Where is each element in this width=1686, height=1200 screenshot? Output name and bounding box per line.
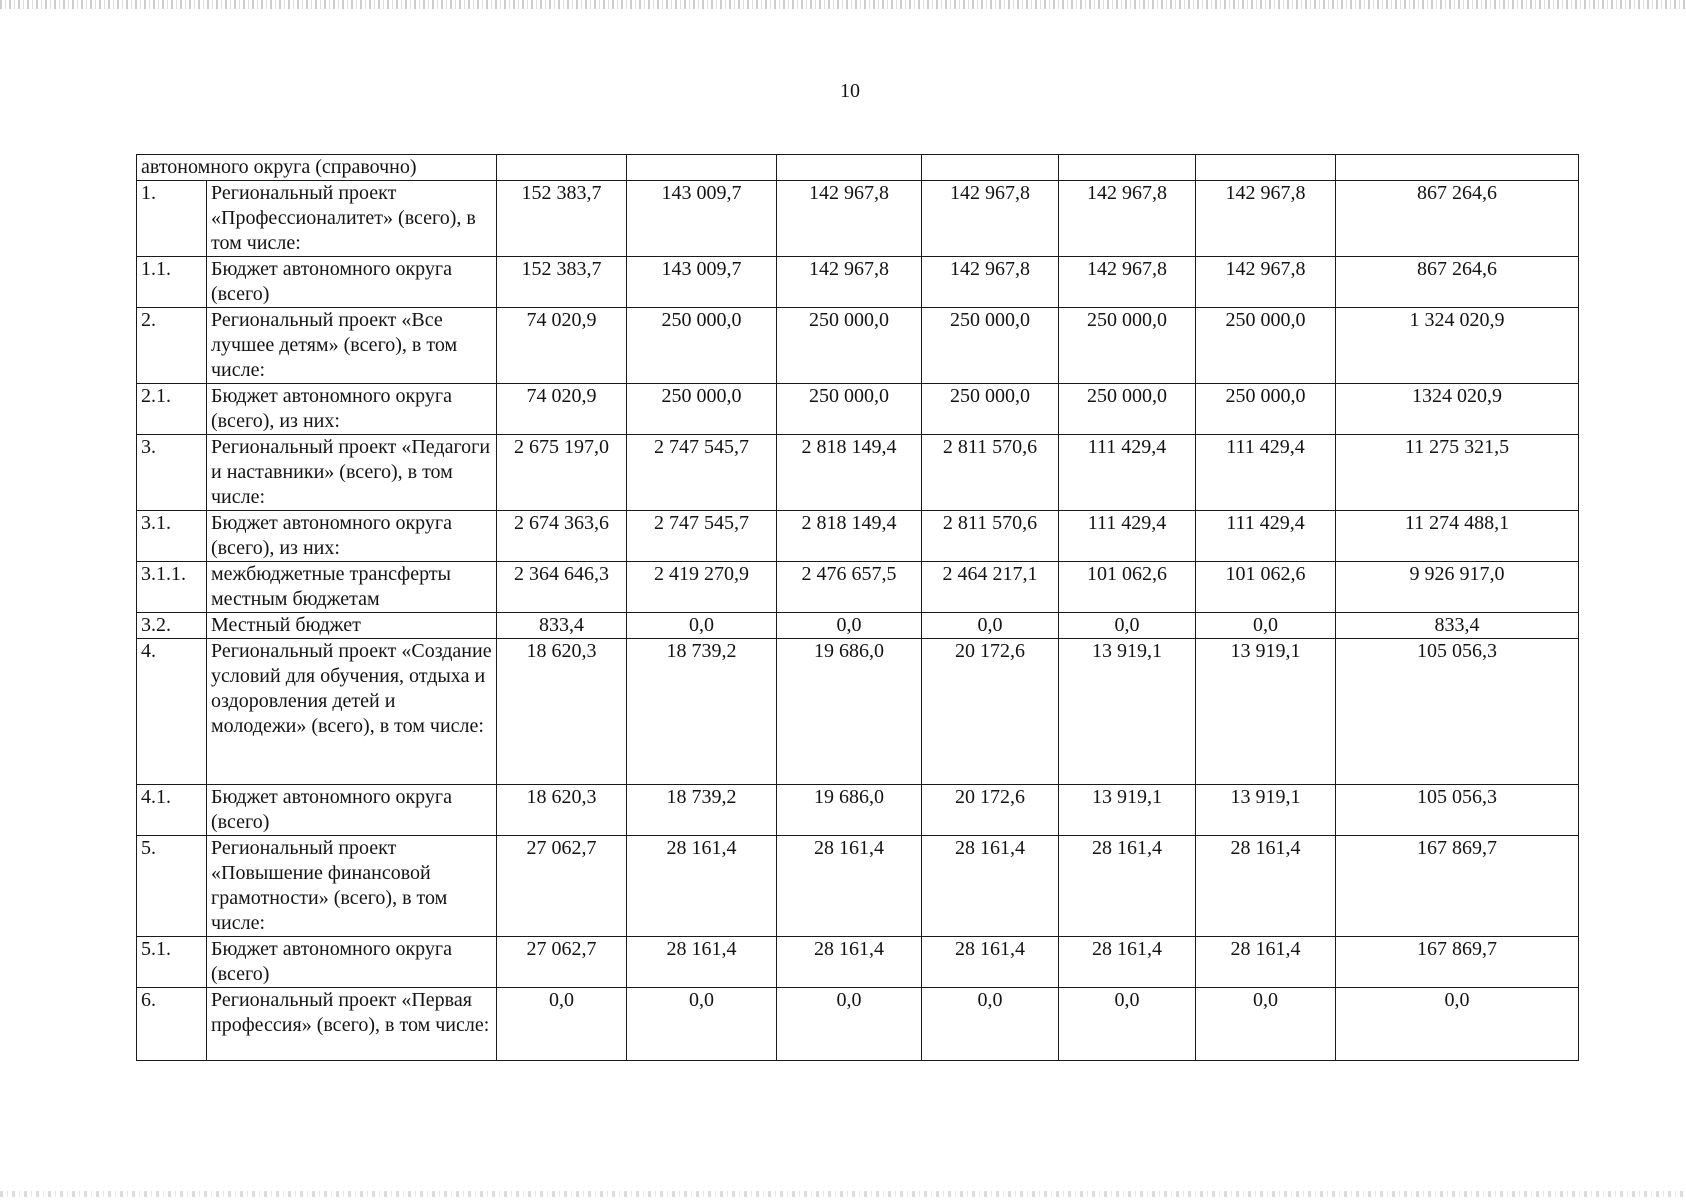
table-row-continuation [137,155,1579,181]
value-cell: 142 967,8 [777,181,922,257]
value-cell: 250 000,0 [627,308,777,384]
table-row [137,988,1579,1061]
value-cell: 111 429,4 [1196,511,1336,562]
continuation-label: автономного округа (справочно) [137,155,497,181]
value-cell: 0,0 [922,613,1059,639]
value-cell [1059,155,1196,181]
row-label: межбюджетные трансферты местным бюджетам [207,562,497,613]
row-label: Региональный проект «Создание условий для обучения, отдыха и оздоровления детей и молодежи» (всего), в том числе: [207,639,497,785]
value-cell: 74 020,9 [497,308,627,384]
value-cell: 2 818 149,4 [777,435,922,511]
table-row [137,384,1579,435]
row-label: Региональный проект «Первая профессия» (всего), в том числе: [207,988,497,1061]
value-cell: 143 009,7 [627,257,777,308]
value-cell: 28 161,4 [922,937,1059,988]
row-number: 4. [137,639,207,785]
value-cell: 18 739,2 [627,785,777,836]
value-cell: 27 062,7 [497,836,627,937]
value-cell: 13 919,1 [1196,639,1336,785]
value-cell: 19 686,0 [777,639,922,785]
value-cell: 2 364 646,3 [497,562,627,613]
budget-table-body [137,155,1579,1061]
value-cell: 142 967,8 [1196,257,1336,308]
table-row [137,613,1579,639]
total-value-cell: 167 869,7 [1336,836,1579,937]
value-cell: 19 686,0 [777,785,922,836]
row-number: 4.1. [137,785,207,836]
budget-table [136,154,1579,1061]
table-row [137,435,1579,511]
total-value-cell: 0,0 [1336,988,1579,1061]
value-cell: 250 000,0 [627,384,777,435]
value-cell: 2 811 570,6 [922,435,1059,511]
row-number: 1.1. [137,257,207,308]
row-label: Региональный проект «Педагоги и наставники» (всего), в том числе: [207,435,497,511]
value-cell: 2 818 149,4 [777,511,922,562]
value-cell: 142 967,8 [1059,181,1196,257]
table-row [137,257,1579,308]
value-cell: 0,0 [777,988,922,1061]
value-cell: 0,0 [777,613,922,639]
row-number: 3. [137,435,207,511]
value-cell [777,155,922,181]
table-row [137,562,1579,613]
total-value-cell: 11 275 321,5 [1336,435,1579,511]
row-label: Региональный проект «Все лучшее детям» (всего), в том числе: [207,308,497,384]
value-cell: 2 675 197,0 [497,435,627,511]
value-cell: 2 747 545,7 [627,511,777,562]
value-cell: 28 161,4 [627,937,777,988]
value-cell: 833,4 [497,613,627,639]
table-row [137,511,1579,562]
table-row [137,836,1579,937]
value-cell: 28 161,4 [777,836,922,937]
row-label: Бюджет автономного округа (всего) [207,785,497,836]
value-cell: 0,0 [627,613,777,639]
total-value-cell: 1 324 020,9 [1336,308,1579,384]
value-cell [922,155,1059,181]
value-cell: 20 172,6 [922,639,1059,785]
value-cell: 142 967,8 [1196,181,1336,257]
value-cell: 250 000,0 [922,308,1059,384]
value-cell: 142 967,8 [1059,257,1196,308]
total-value-cell: 105 056,3 [1336,639,1579,785]
row-label: Бюджет автономного округа (всего) [207,257,497,308]
value-cell: 250 000,0 [922,384,1059,435]
value-cell: 2 811 570,6 [922,511,1059,562]
row-number: 5. [137,836,207,937]
value-cell: 250 000,0 [777,308,922,384]
total-value-cell: 167 869,7 [1336,937,1579,988]
value-cell: 152 383,7 [497,181,627,257]
row-label: Бюджет автономного округа (всего), из них: [207,511,497,562]
row-number: 3.1.1. [137,562,207,613]
value-cell: 0,0 [1196,988,1336,1061]
value-cell: 0,0 [1196,613,1336,639]
value-cell: 101 062,6 [1196,562,1336,613]
row-label: Региональный проект «Профессионалитет» (всего), в том числе: [207,181,497,257]
value-cell: 2 419 270,9 [627,562,777,613]
value-cell: 2 476 657,5 [777,562,922,613]
total-value-cell: 105 056,3 [1336,785,1579,836]
value-cell: 13 919,1 [1196,785,1336,836]
table-row [137,639,1579,785]
value-cell: 2 464 217,1 [922,562,1059,613]
value-cell: 20 172,6 [922,785,1059,836]
total-value-cell: 867 264,6 [1336,181,1579,257]
table-row [137,181,1579,257]
row-label: Бюджет автономного округа (всего) [207,937,497,988]
value-cell: 143 009,7 [627,181,777,257]
value-cell: 250 000,0 [1059,384,1196,435]
row-label: Региональный проект «Повышение финансовой грамотности» (всего), в том числе: [207,836,497,937]
value-cell: 2 674 363,6 [497,511,627,562]
value-cell: 142 967,8 [922,181,1059,257]
value-cell: 18 620,3 [497,639,627,785]
value-cell: 0,0 [497,988,627,1061]
value-cell: 74 020,9 [497,384,627,435]
value-cell: 18 620,3 [497,785,627,836]
value-cell: 142 967,8 [922,257,1059,308]
value-cell: 250 000,0 [1196,308,1336,384]
value-cell: 0,0 [1059,988,1196,1061]
row-number: 1. [137,181,207,257]
value-cell: 0,0 [922,988,1059,1061]
value-cell: 13 919,1 [1059,639,1196,785]
total-value-cell: 867 264,6 [1336,257,1579,308]
value-cell: 28 161,4 [1059,937,1196,988]
table-row [137,308,1579,384]
row-number: 3.2. [137,613,207,639]
value-cell: 2 747 545,7 [627,435,777,511]
value-cell: 28 161,4 [627,836,777,937]
value-cell: 28 161,4 [922,836,1059,937]
value-cell: 111 429,4 [1059,435,1196,511]
row-label: Местный бюджет [207,613,497,639]
value-cell: 28 161,4 [777,937,922,988]
table-row [137,785,1579,836]
value-cell: 111 429,4 [1059,511,1196,562]
value-cell: 27 062,7 [497,937,627,988]
row-number: 2.1. [137,384,207,435]
row-number: 6. [137,988,207,1061]
value-cell [627,155,777,181]
table-row [137,937,1579,988]
row-number: 5.1. [137,937,207,988]
row-label: Бюджет автономного округа (всего), из них: [207,384,497,435]
value-cell: 250 000,0 [1196,384,1336,435]
value-cell: 101 062,6 [1059,562,1196,613]
total-value-cell: 11 274 488,1 [1336,511,1579,562]
value-cell: 28 161,4 [1196,937,1336,988]
value-cell [497,155,627,181]
value-cell: 28 161,4 [1196,836,1336,937]
scan-edge-bottom [0,1191,1686,1197]
scan-edge-top [0,0,1686,9]
row-number: 2. [137,308,207,384]
value-cell: 28 161,4 [1059,836,1196,937]
value-cell: 250 000,0 [777,384,922,435]
page-number: 10 [840,80,860,102]
value-cell: 152 383,7 [497,257,627,308]
value-cell [1196,155,1336,181]
value-cell: 13 919,1 [1059,785,1196,836]
value-cell [1336,155,1579,181]
value-cell: 0,0 [1059,613,1196,639]
value-cell: 0,0 [627,988,777,1061]
value-cell: 142 967,8 [777,257,922,308]
total-value-cell: 9 926 917,0 [1336,562,1579,613]
total-value-cell: 833,4 [1336,613,1579,639]
row-number: 3.1. [137,511,207,562]
value-cell: 250 000,0 [1059,308,1196,384]
total-value-cell: 1324 020,9 [1336,384,1579,435]
value-cell: 18 739,2 [627,639,777,785]
value-cell: 111 429,4 [1196,435,1336,511]
